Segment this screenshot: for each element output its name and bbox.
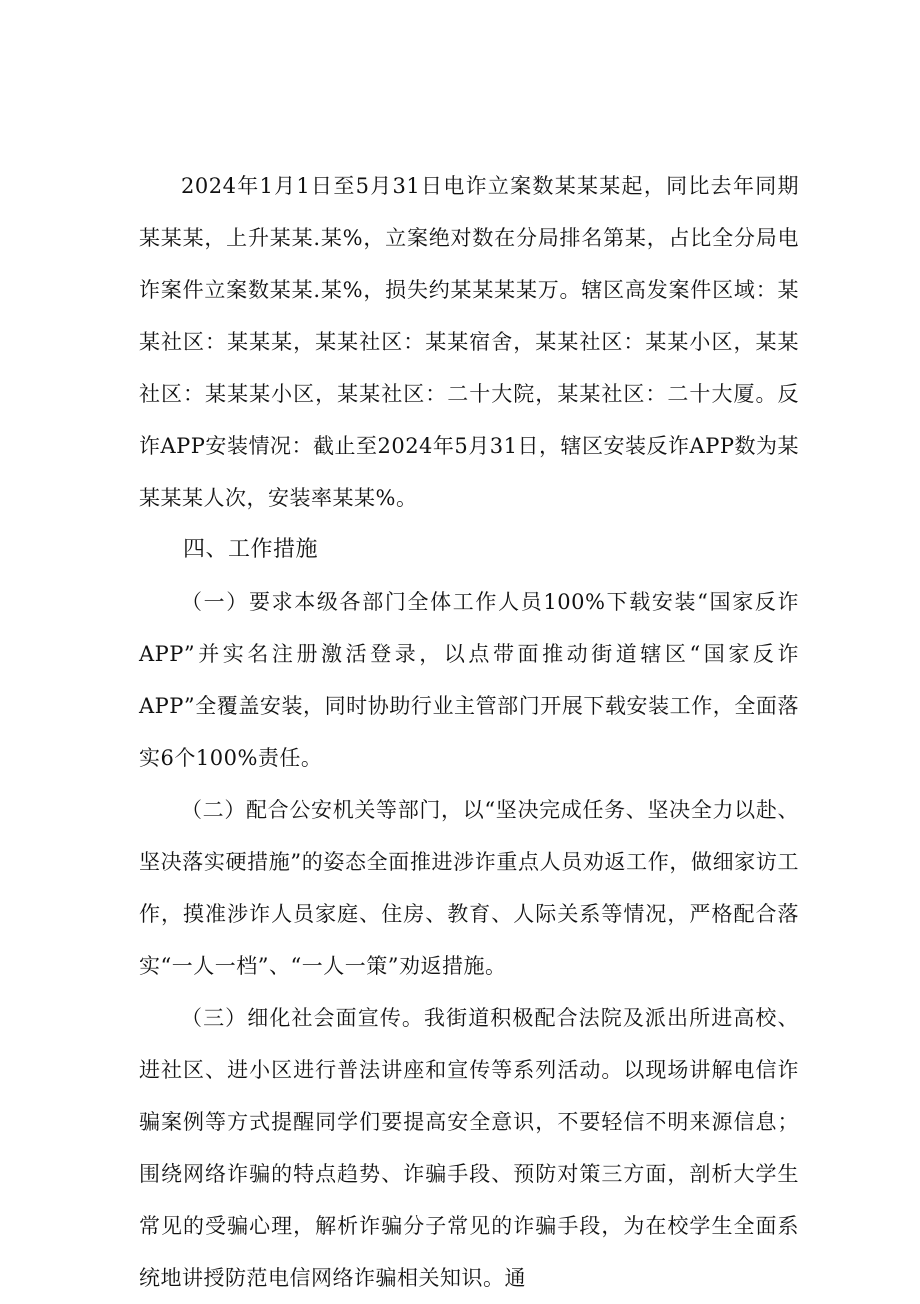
case-statistics-paragraph: 2024年1月1日至5月31日电诈立案数某某某起，同比去年同期某某某，上升某某.某%，立案绝对数在分局排名第某，占比全分局电诈案件立案数某某.某%，损失约某某某某万。辖区高发案件区域：某某社区：某某某，某某社区：某某宿舍，某某社区：某某小区，某某社区：某某某小区，某某社区：二十大院，某某社区：二十大厦。反诈APP安装情况：截止至2024年5月31日，辖区安装反诈APP数为某某某某人次，安装率某某%。 xyxy=(139,174,799,510)
measure-paragraph-3: （三）细化社会面宣传。我街道积极配合法院及派出所进高校、进社区、进小区进行普法讲座和宣传等系列活动。以现场讲解电信诈骗案例等方式提醒同学们要提高安全意识，不要轻信不明来源信息；围绕网络诈骗的特点趋势、诈骗手段、预防对策三方面，剖析大学生常见的受骗心理，解析诈骗分子常见的诈骗手段，为在校学生全面系统地讲授防范电信网络诈骗相关知识。通 xyxy=(139,1006,799,1290)
document-body xyxy=(139,160,799,1304)
measure-paragraph-2: （二）配合公安机关等部门，以“坚决完成任务、坚决全力以赴、坚决落实硬措施”的姿态全面推进涉诈重点人员劝返工作，做细家访工作，摸准涉诈人员家庭、住房、教育、人际关系等情况，严格配合落实“一人一档”、“一人一策”劝返措施。 xyxy=(139,798,799,978)
measure-paragraph-1: （一）要求本级各部门全体工作人员100%下载安装“国家反诈APP”并实名注册激活登录，以点带面推动街道辖区“国家反诈APP”全覆盖安装，同时协助行业主管部门开展下载安装工作，全面落实6个100%责任。 xyxy=(139,590,799,770)
section-heading: 四、工作措施 xyxy=(183,537,319,562)
